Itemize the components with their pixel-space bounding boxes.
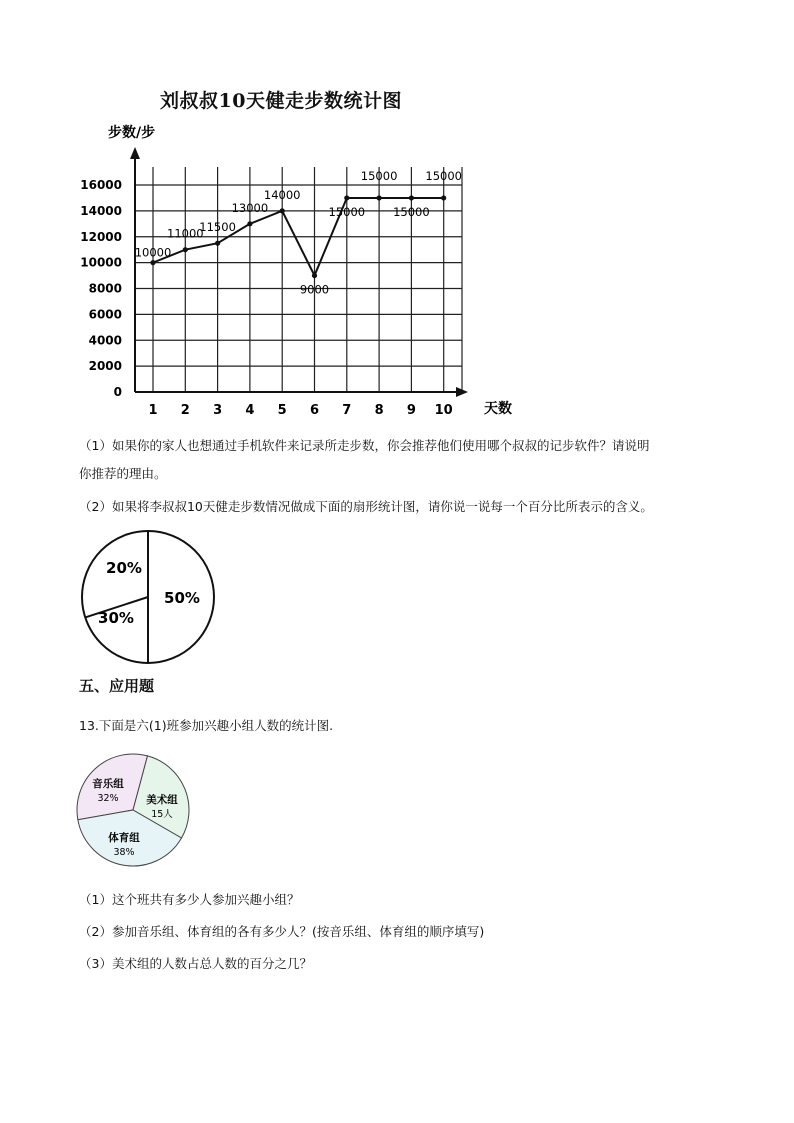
- y-tick-label: 0: [113, 385, 122, 399]
- data-label: 15000: [425, 168, 462, 183]
- data-label: 15000: [360, 168, 398, 183]
- pie-slice-label: 30%: [98, 609, 134, 627]
- data-point: [215, 241, 220, 246]
- y-tick-label: 6000: [88, 307, 122, 322]
- data-label: 15000: [328, 204, 366, 219]
- x-tick-label: 9: [406, 403, 416, 418]
- y-tick-label: 16000: [80, 178, 122, 192]
- data-label: 15000: [393, 204, 430, 219]
- pie-slice-value: 32%: [97, 793, 119, 804]
- x-tick-label: 7: [342, 403, 352, 418]
- pie-slice-label: 50%: [164, 589, 200, 607]
- data-label: 14000: [263, 187, 301, 202]
- data-point: [247, 221, 252, 226]
- y-axis-arrow: [130, 147, 140, 159]
- data-label: 11500: [199, 220, 236, 235]
- problem-13-question-3: （3）美术组的人数占总人数的百分之几？: [79, 956, 312, 971]
- data-label: 10000: [134, 245, 172, 260]
- y-tick-label: 8000: [88, 281, 122, 296]
- section-title: 五、应用题: [79, 677, 155, 695]
- x-tick-label: 3: [213, 403, 223, 418]
- data-label: 11000: [167, 226, 204, 241]
- data-point: [344, 195, 349, 200]
- x-tick-label: 2: [180, 403, 190, 418]
- y-tick-label: 12000: [80, 229, 122, 244]
- line-chart-title: 刘叔叔10天健走步数统计图: [160, 90, 402, 112]
- y-tick-label: 14000: [80, 203, 122, 218]
- question-1-line-2: 你推荐的理由。: [79, 466, 167, 481]
- y-tick-label: 4000: [88, 333, 122, 348]
- x-tick-label: 4: [245, 403, 255, 418]
- y-axis-label: 步数/步: [108, 125, 156, 141]
- question-1-line-1: （1）如果你的家人也想通过手机软件来记录所走步数，你会推荐他们使用哪个叔叔的记步软件？请说明: [79, 438, 650, 453]
- data-point: [441, 195, 446, 200]
- interest-group-pie-chart: [74, 745, 194, 875]
- data-point: [183, 247, 188, 252]
- data-point: [377, 195, 382, 200]
- problem-13-question-1: （1）这个班共有多少人参加兴趣小组？: [79, 892, 300, 907]
- pie-slice-name: 音乐组: [92, 778, 124, 790]
- x-tick-label: 10: [434, 403, 453, 418]
- pie-slice-label: 20%: [106, 559, 142, 577]
- question-1: [79, 436, 719, 484]
- percentage-pie-chart: [76, 525, 221, 670]
- problem-13-question-2: （2）参加音乐组、体育组的各有多少人？(按音乐组、体育组的顺序填写): [79, 924, 485, 939]
- data-point: [409, 195, 414, 200]
- data-label: 13000: [231, 200, 269, 215]
- problem-13-stem: 13.下面是六(1)班参加兴趣小组人数的统计图.: [79, 718, 334, 733]
- x-tick-label: 5: [277, 403, 287, 418]
- y-tick-label: 10000: [80, 255, 122, 270]
- data-point: [280, 208, 285, 213]
- x-tick-label: 1: [148, 403, 158, 418]
- data-label: 9000: [299, 282, 330, 297]
- x-tick-label: 8: [374, 403, 384, 418]
- x-axis-label: 天数: [484, 401, 512, 417]
- x-tick-label: 6: [309, 403, 320, 418]
- data-point: [312, 273, 317, 278]
- pie-slice-value: 15人: [151, 809, 173, 820]
- pie-slice-value: 38%: [113, 847, 135, 858]
- pie-slice-name: 体育组: [108, 832, 140, 844]
- data-point: [150, 260, 155, 265]
- line-chart: [60, 115, 540, 425]
- pie-slice-name: 美术组: [146, 794, 178, 806]
- y-tick-label: 2000: [88, 359, 122, 374]
- question-2: （2）如果将李叔叔10天健走步数情况做成下面的扇形统计图，请你说一说每一个百分比所表示的含义。: [79, 499, 653, 514]
